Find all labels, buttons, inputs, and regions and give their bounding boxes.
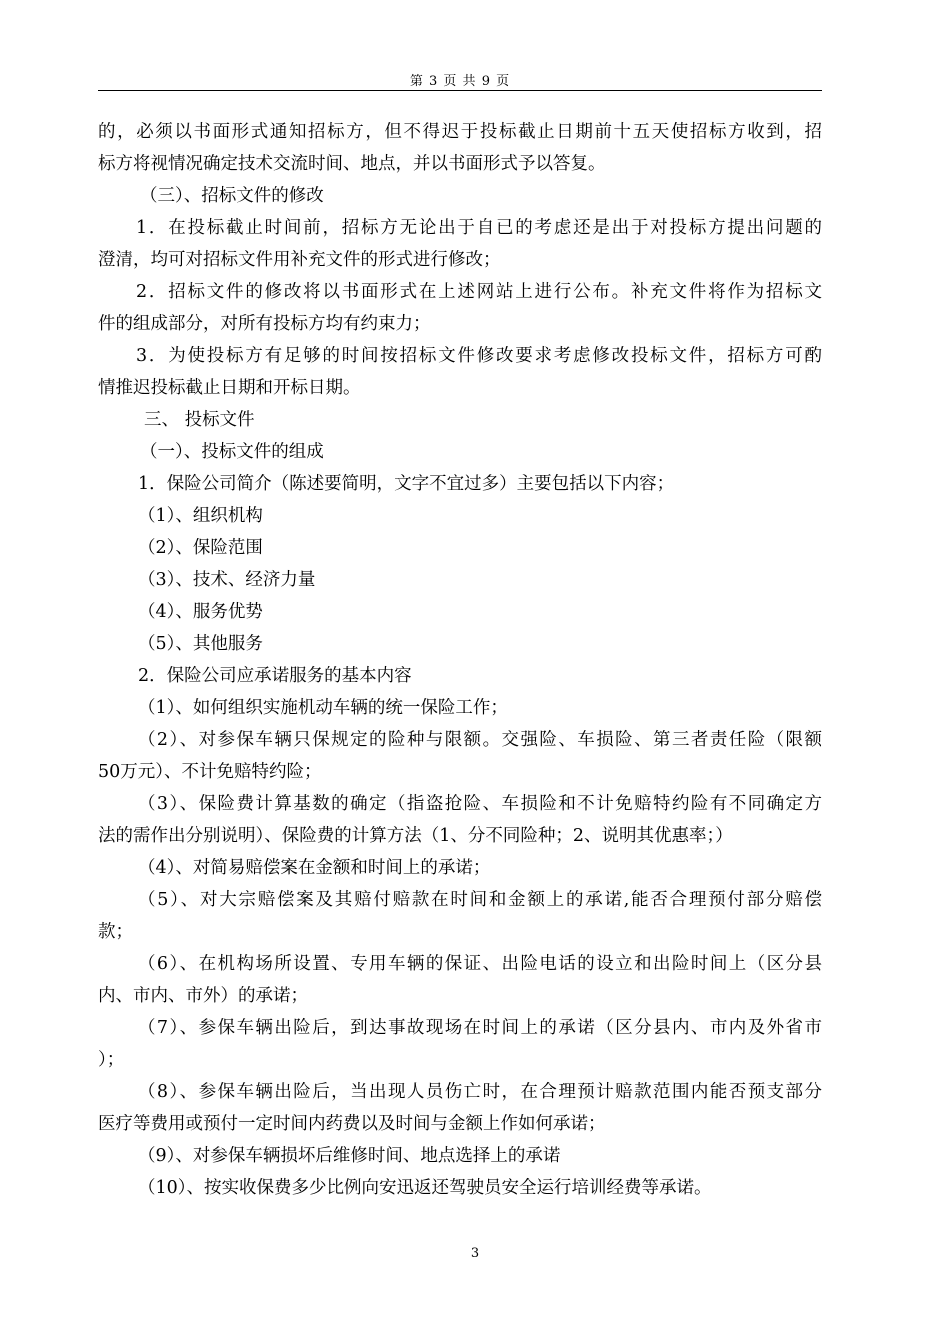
text-line: 情推迟投标截止日期和开标日期。 [98,378,361,398]
list-item: （10）、按实收保费多少比例向安迅返还驾驶员安全运行培训经费等承诺。 [138,1178,712,1198]
text-line: 内、市内、市外）的承诺； [98,986,308,1006]
text-line: 2．招标文件的修改将以书面形式在上述网站上进行公布。补充文件将作为招标文 [136,282,822,302]
text-line: 2．保险公司应承诺服务的基本内容 [138,666,412,686]
page-header: 第 3 页 共 9 页 [409,74,511,89]
list-item: （5）、其他服务 [138,634,263,654]
list-item: （7）、参保车辆出险后，到达事故现场在时间上的承诺（区分县内、市内及外省市 [138,1018,822,1038]
text-line: 澄清，均可对招标文件用补充文件的形式进行修改； [98,250,501,270]
list-item: （8）、参保车辆出险后，当出现人员伤亡时，在合理预计赔款范围内能否预支部分 [138,1082,822,1102]
text-line: 件的组成部分，对所有投标方均有约束力； [98,314,431,334]
text-line: 1．保险公司简介（陈述要简明，文字不宜过多）主要包括以下内容； [138,474,675,494]
text-line: ）； [98,1050,125,1070]
list-item: （4）、对简易赔偿案在金额和时间上的承诺； [138,858,491,878]
list-item: （2）、对参保车辆只保规定的险种与限额。交强险、车损险、第三者责任险（限额 [138,730,822,750]
text-line: 款； [98,922,133,942]
list-item: （3）、保险费计算基数的确定（指盗抢险、车损险和不计免赔特约险有不同确定方 [138,794,822,814]
list-item: （2）、保险范围 [138,538,263,558]
text-line: 法的需作出分别说明）、保险费的计算方法（1、分不同险种；2、说明其优惠率；） [98,826,733,846]
list-item: （1）、如何组织实施机动车辆的统一保险工作； [138,698,508,718]
list-item: （3）、技术、经济力量 [138,570,316,590]
list-item: （1）、组织机构 [138,506,263,526]
text-line: 医疗等费用或预付一定时间内药费以及时间与金额上作如何承诺； [98,1114,606,1134]
text-line: 1．在投标截止时间前，招标方无论出于自已的考虑还是出于对投标方提出问题的 [136,218,822,238]
list-item: （9）、对参保车辆损坏后维修时间、地点选择上的承诺 [138,1146,561,1166]
list-item: （6）、在机构场所设置、专用车辆的保证、出险电话的设立和出险时间上（区分县 [138,954,822,974]
text-line: 3．为使投标方有足够的时间按招标文件修改要求考虑修改投标文件，招标方可酌 [136,346,822,366]
list-item: （4）、服务优势 [138,602,263,622]
page-number: 3 [470,1246,480,1261]
list-item: （5）、对大宗赔偿案及其赔付赔款在时间和金额上的承诺,能否合理预付部分赔偿 [138,890,822,910]
section-heading: （三）、招标文件的修改 [140,186,324,206]
chapter-heading: 三、 投标文件 [144,410,255,430]
text-line: 的，必须以书面形式通知招标方，但不得迟于投标截止日期前十五天使招标方收到，招 [98,122,822,142]
text-line: 50万元）、不计免赔特约险； [98,762,322,782]
text-line: 标方将视情况确定技术交流时间、地点，并以书面形式予以答复。 [98,154,606,174]
header-divider [98,90,822,91]
section-heading: （一）、投标文件的组成 [140,442,324,462]
